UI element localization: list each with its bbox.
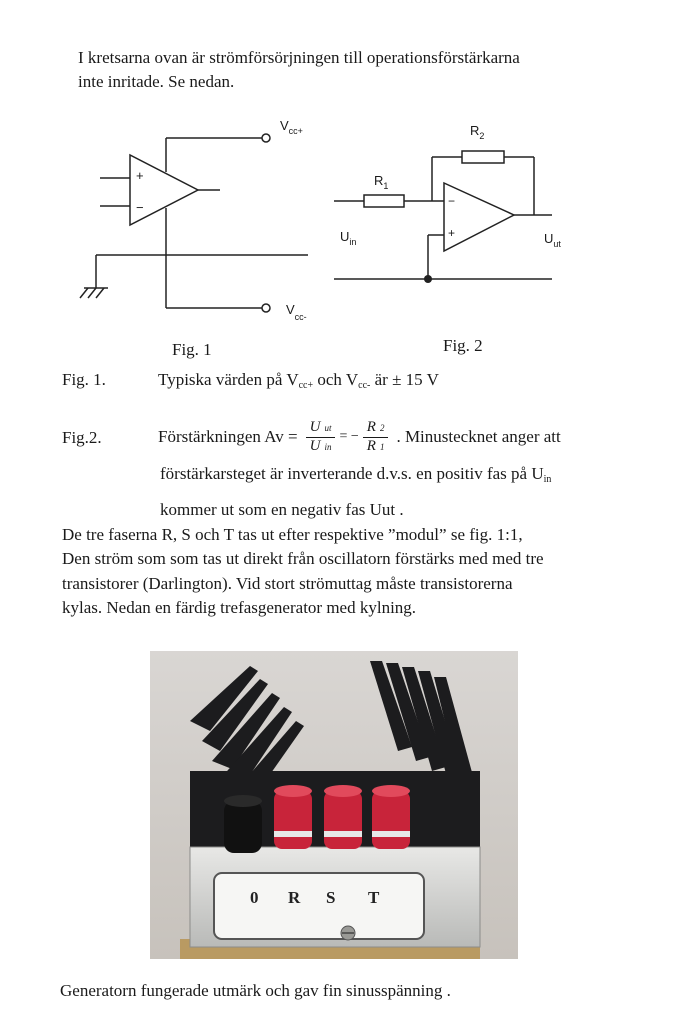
fig2-uin-sub: in — [349, 237, 357, 247]
terminal-t-red — [372, 785, 410, 849]
note2-equals-minus: = − — [339, 429, 359, 444]
terminal-s-red — [324, 785, 362, 849]
fig2-uut-sub: ut — [553, 239, 561, 249]
note2-frac2-den-sub: 1 — [379, 441, 385, 452]
note2-frac1-num-sub: ut — [324, 422, 332, 433]
body-line-3: transistorer (Darlington). Vid stort strömuttag måste transistorerna — [62, 574, 513, 593]
label-panel — [214, 873, 424, 939]
note1-text — [158, 370, 439, 391]
body-line-1: De tre faserna R, S och T tas ut efter respektive ”modul” se fig. 1:1, — [62, 525, 523, 544]
fig2-uut-label: U — [544, 231, 554, 246]
note1-vcc-minus-sub: cc- — [358, 380, 371, 391]
note2-fraction-r — [363, 419, 389, 456]
fig1-vcc-minus-label: V — [286, 302, 295, 317]
fig1-plus-sign: + — [136, 168, 144, 183]
note2-line-3: kommer ut som en negativ fas Uut . — [160, 500, 404, 519]
fig2-r1-sub: 1 — [383, 181, 389, 191]
body-line-4: kylas. Nedan en färdig trefasgenerator med kylning. — [62, 598, 417, 617]
fig2-caption: Fig. 2 — [443, 336, 483, 355]
fig1-caption: Fig. 1 — [172, 340, 212, 359]
terminal-label-s: S — [326, 888, 336, 907]
note2-frac1-num: U — [309, 418, 321, 435]
fig2-junction-dot — [424, 275, 432, 283]
note2-line2-text: förstärkarsteget är inverterande d.v.s. en positiv fas på U — [160, 464, 544, 483]
fig2-plus-sign: + — [448, 226, 456, 240]
svg-text:R1 — [374, 173, 388, 191]
fig2-r1-label: R — [374, 173, 384, 188]
fig2-r2-sub: 2 — [479, 131, 485, 141]
intro-line-1: I kretsarna ovan är strömförsörjningen till operationsförstärkarna — [78, 48, 520, 67]
note2-line-2 — [160, 464, 551, 485]
generator-photo — [150, 651, 518, 959]
svg-text:R2 — [470, 123, 484, 141]
fig2-circuit-diagram — [330, 115, 610, 315]
fig1-minus-sign: − — [136, 200, 144, 215]
note2-text-a: Förstärkningen Av = — [158, 427, 298, 446]
terminal-0-black — [224, 795, 262, 853]
note2-frac2-num-sub: 2 — [379, 422, 385, 433]
note2-text-b: . Minustecknet anger att — [396, 427, 561, 446]
note2-label: Fig.2. — [62, 428, 102, 447]
fig1-vcc-plus-terminal — [262, 134, 270, 142]
terminal-label-t: T — [368, 888, 380, 907]
note2-frac1-den: U — [309, 437, 321, 454]
note2-line2-sub: in — [543, 474, 552, 485]
terminal-r-red — [274, 785, 312, 849]
note1-label: Fig. 1. — [62, 370, 106, 389]
note2-fraction-u — [306, 419, 336, 456]
note2-frac2-num: R — [366, 418, 376, 435]
svg-text:Vcc+ — [280, 118, 303, 136]
fig2-r1-resistor — [364, 195, 404, 207]
terminal-label-r: R — [288, 888, 301, 907]
note1-text-c: är ± 15 V — [370, 370, 439, 389]
note1-text-b: och V — [313, 370, 359, 389]
fig1-vcc-plus-label: V — [280, 118, 289, 133]
fig2-r2-label: R — [470, 123, 480, 138]
svg-text:Uut — [544, 231, 561, 249]
fig1-vcc-minus-sub: cc- — [294, 312, 307, 322]
svg-text:Uin — [340, 229, 356, 247]
svg-text:Vcc- — [286, 302, 307, 322]
terminal-label-0: 0 — [250, 888, 259, 907]
fig2-r2-resistor — [462, 151, 504, 163]
note2-gain-formula — [158, 412, 561, 462]
fig2-minus-sign: − — [448, 194, 456, 208]
note1-text-a: Typiska värden på V — [158, 370, 299, 389]
note2-frac1-den-sub: in — [324, 441, 332, 452]
footer-text: Generatorn fungerade utmärk och gav fin sinusspänning . — [60, 981, 451, 1000]
fig1-vcc-minus-terminal — [262, 304, 270, 312]
intro-line-2: inte inritade. Se nedan. — [78, 72, 235, 91]
note2-frac2-den: R — [366, 437, 376, 454]
note1-vcc-plus-sub: cc+ — [298, 380, 314, 391]
fig1-circuit-diagram — [60, 110, 320, 330]
fig2-uin-label: U — [340, 229, 350, 244]
fig1-vcc-plus-sub: cc+ — [288, 126, 303, 136]
body-line-2: Den ström som som tas ut direkt från oscillatorn förstärks med med tre — [62, 549, 544, 568]
